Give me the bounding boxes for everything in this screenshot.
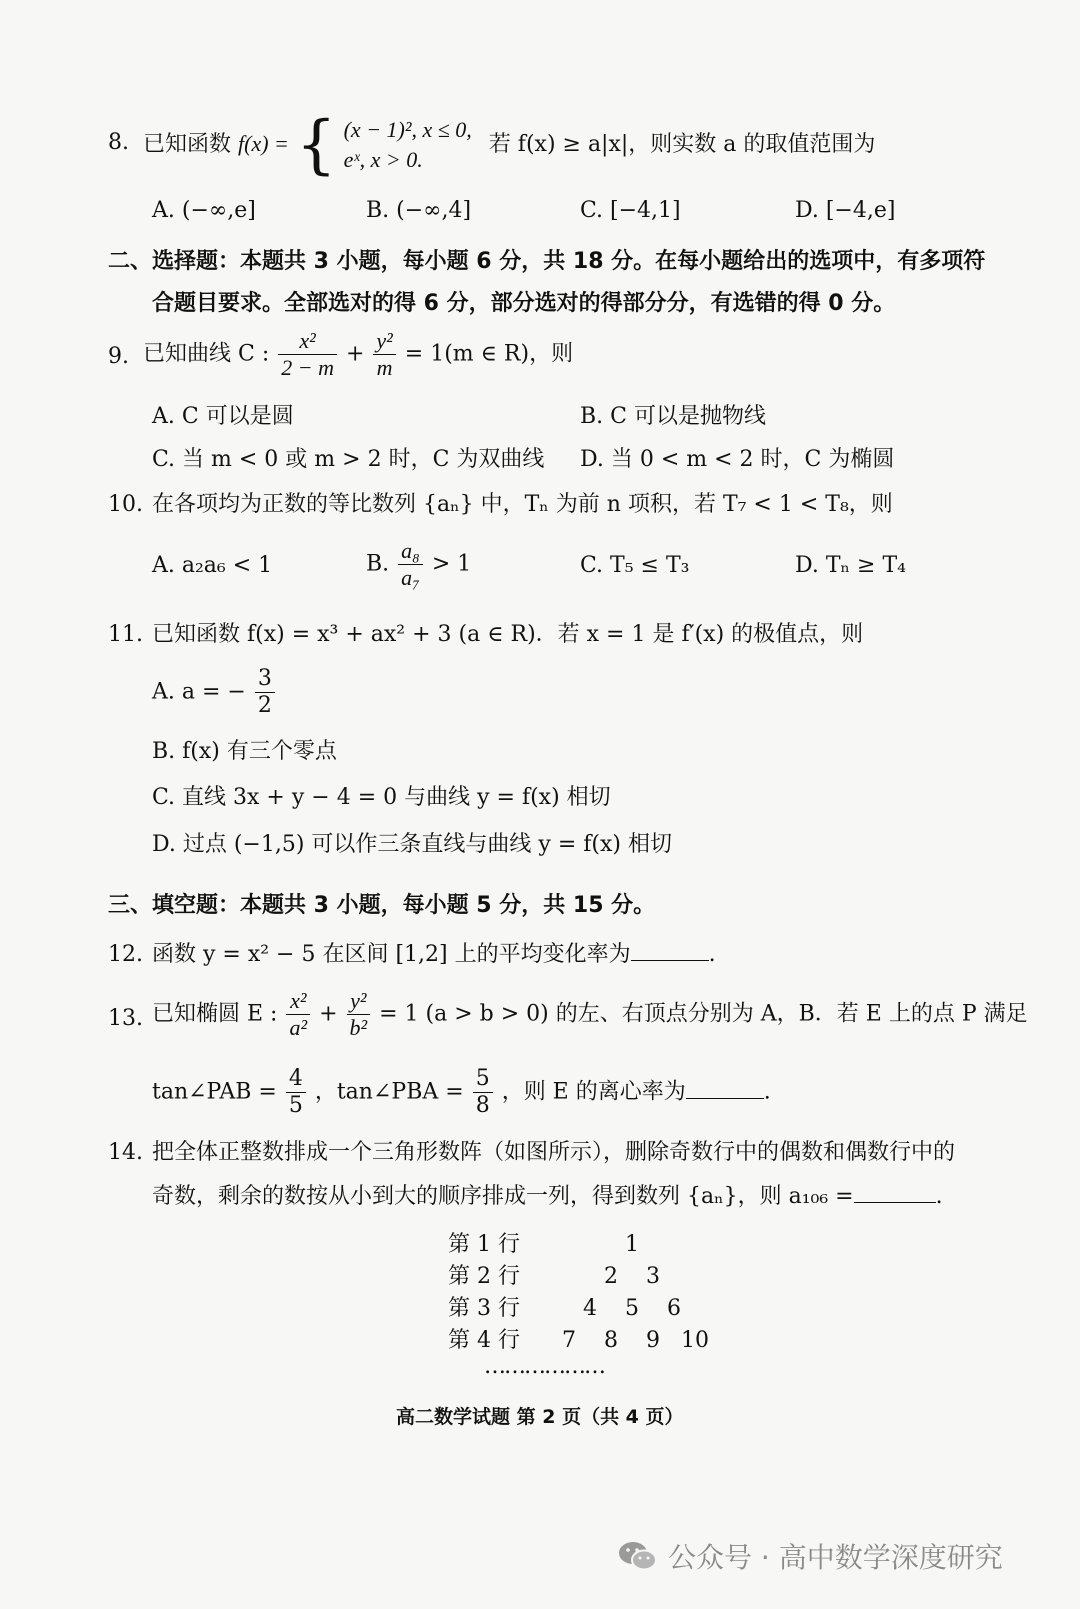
q9-option-d: D. 当 0 < m < 2 时，C 为椭圆 bbox=[580, 447, 895, 472]
q8-option-a: A. (−∞,e] bbox=[152, 198, 256, 223]
q8-option-d: D. [−4,e] bbox=[795, 198, 896, 223]
q8-stem-a: 已知函数 bbox=[143, 132, 232, 157]
q9-f2-num: y² bbox=[373, 330, 395, 355]
row-number: 1 bbox=[624, 1232, 639, 1257]
q9-f1-den: 2 − m bbox=[281, 355, 334, 380]
q14-line2-text: 奇数，剩余的数按从小到大的顺序排成一列，得到数列 {aₙ}，则 a₁₀₆ = bbox=[152, 1184, 854, 1209]
q12-stem-text: 函数 y = x² − 5 在区间 [1,2] 上的平均变化率为 bbox=[152, 942, 631, 967]
q13-tan2: ，tan∠PBA = bbox=[314, 1079, 464, 1105]
q9-option-c: C. 当 m < 0 或 m > 2 时，C 为双曲线 bbox=[152, 447, 545, 472]
q10-option-b-tail: > 1 bbox=[431, 551, 472, 577]
q13-f2-num: y² bbox=[347, 990, 371, 1015]
q13-tan1-fraction bbox=[286, 1068, 306, 1117]
page-footer: 高二数学试题 第 2 页（共 4 页） bbox=[396, 1406, 684, 1428]
q8-brace: { bbox=[295, 108, 337, 182]
row-number: 4 bbox=[582, 1296, 597, 1321]
q8-cases bbox=[344, 115, 472, 175]
q9-fraction-1 bbox=[278, 330, 337, 379]
q10-b-den: a₇ bbox=[401, 565, 420, 590]
q9-option-a: A. C 可以是圆 bbox=[152, 404, 294, 429]
q13-t2-den: 8 bbox=[475, 1093, 490, 1118]
q10-b-num: a₈ bbox=[398, 540, 423, 565]
q10-option-c: C. T₅ ≤ T₃ bbox=[580, 553, 690, 578]
q11-num: 11. bbox=[108, 622, 143, 647]
q13-stem-a: 已知椭圆 E : bbox=[152, 1001, 278, 1027]
q10-option-b bbox=[366, 540, 471, 589]
q13-fraction-1 bbox=[286, 990, 310, 1039]
q9-stem-a: 已知曲线 C : bbox=[143, 341, 270, 367]
q11-option-b: B. f(x) 有三个零点 bbox=[152, 739, 337, 764]
q8-fx: f(x) = bbox=[238, 131, 289, 156]
q8-stem-b: 若 f(x) ≥ a|x|，则实数 a 的取值范围为 bbox=[488, 132, 876, 157]
q13-stem bbox=[152, 990, 1028, 1039]
section3-heading: 三、填空题：本题共 3 小题，每小题 5 分，共 15 分。 bbox=[108, 893, 656, 918]
q8-case2: eˣ, x > 0. bbox=[343, 147, 423, 172]
q13-tan1: tan∠PAB = bbox=[152, 1079, 277, 1105]
wechat-icon bbox=[618, 1539, 658, 1573]
q13-t2-num: 5 bbox=[473, 1068, 493, 1093]
section2-heading-line1: 二、选择题：本题共 3 小题，每小题 6 分，共 18 分。在每小题给出的选项中，有多项符 bbox=[108, 249, 986, 274]
q13-tail: ，则 E 的离心率为 bbox=[501, 1079, 686, 1105]
q12-answer-blank bbox=[631, 942, 709, 961]
q13-f2-den: b² bbox=[349, 1015, 368, 1040]
q13-end: . bbox=[763, 1079, 771, 1105]
q12-end: . bbox=[708, 942, 716, 967]
row-number: 6 bbox=[666, 1296, 681, 1321]
section2-heading-line2: 合题目要求。全部选对的得 6 分，部分选对的得部分分，有选错的得 0 分。 bbox=[152, 291, 896, 316]
watermark bbox=[618, 1536, 1003, 1576]
triangle-row-1 bbox=[448, 1230, 653, 1260]
q10-stem: 在各项均为正数的等比数列 {aₙ} 中，Tₙ 为前 n 项积，若 T₇ < 1 < T₈，则 bbox=[152, 492, 893, 517]
row-number: 9 bbox=[645, 1328, 660, 1353]
q11-option-a bbox=[152, 668, 277, 717]
q11-stem: 已知函数 f(x) = x³ + ax² + 3 (a ∈ R)．若 x = 1 是 f′(x) 的极值点，则 bbox=[152, 622, 864, 647]
q13-f1-num: x² bbox=[286, 990, 310, 1015]
q9-stem bbox=[143, 330, 573, 379]
triangle-row-2 bbox=[448, 1262, 674, 1292]
q14-num: 14. bbox=[108, 1140, 143, 1165]
q9-f1-num: x² bbox=[278, 330, 337, 355]
q8-case1: (x − 1)², x ≤ 0, bbox=[343, 117, 472, 142]
q13-f1-den: a² bbox=[289, 1015, 308, 1040]
q13-stem-b: = 1 (a > b > 0) 的左、右顶点分别为 A，B．若 E 上的点 P 满足 bbox=[379, 1001, 1028, 1027]
q8-num: 8. bbox=[108, 130, 129, 155]
q13-line2 bbox=[152, 1068, 771, 1117]
q13-tan2-fraction bbox=[473, 1068, 493, 1117]
q8-option-b: B. (−∞,4] bbox=[366, 198, 472, 223]
q10-option-b-label: B. bbox=[366, 551, 390, 577]
row-number: 3 bbox=[645, 1264, 660, 1289]
q13-answer-blank bbox=[686, 1080, 764, 1099]
q8-option-c: C. [−4,1] bbox=[580, 198, 681, 223]
q13-fraction-2 bbox=[347, 990, 371, 1039]
q13-plus: + bbox=[319, 1001, 338, 1027]
row-label: 第 4 行 bbox=[448, 1328, 520, 1353]
q9-stem-b: = 1(m ∈ R)，则 bbox=[404, 341, 574, 367]
q13-num: 13. bbox=[108, 1006, 143, 1031]
triangle-continuation-dots: ……………… bbox=[484, 1354, 604, 1379]
q14-answer-blank bbox=[854, 1184, 936, 1203]
q10-option-d: D. Tₙ ≥ T₄ bbox=[795, 553, 906, 578]
q14-end: . bbox=[935, 1184, 943, 1209]
q11-option-d: D. 过点 (−1,5) 可以作三条直线与曲线 y = f(x) 相切 bbox=[152, 832, 672, 857]
q10-option-b-fraction bbox=[398, 540, 423, 589]
q12-num: 12. bbox=[108, 942, 143, 967]
row-number: 5 bbox=[624, 1296, 639, 1321]
q11-a-den: 2 bbox=[257, 693, 272, 718]
row-label: 第 1 行 bbox=[448, 1232, 520, 1257]
q10-option-a: A. a₂a₆ < 1 bbox=[152, 553, 273, 578]
q9-f2-den: m bbox=[376, 355, 393, 380]
q13-t1-den: 5 bbox=[288, 1093, 303, 1118]
row-label: 第 3 行 bbox=[448, 1296, 520, 1321]
row-number: 7 bbox=[561, 1328, 576, 1353]
row-number: 2 bbox=[603, 1264, 618, 1289]
q11-option-a-fraction bbox=[255, 668, 275, 717]
q9-fraction-2 bbox=[373, 330, 395, 379]
q14-line2 bbox=[152, 1182, 943, 1212]
q9-plus: + bbox=[345, 341, 365, 367]
triangle-row-3 bbox=[448, 1294, 695, 1324]
row-number: 8 bbox=[603, 1328, 618, 1353]
q8-stem bbox=[143, 108, 876, 182]
q11-option-c: C. 直线 3x + y − 4 = 0 与曲线 y = f(x) 相切 bbox=[152, 785, 611, 810]
q13-t1-num: 4 bbox=[286, 1068, 306, 1093]
watermark-text: 公众号 · 高中数学深度研究 bbox=[668, 1541, 1003, 1574]
q10-num: 10. bbox=[108, 492, 143, 517]
row-label: 第 2 行 bbox=[448, 1264, 520, 1289]
q11-option-a-label: A. a = − bbox=[152, 679, 246, 705]
q9-num: 9. bbox=[108, 344, 129, 369]
q11-a-num: 3 bbox=[255, 668, 275, 693]
q14-line1: 把全体正整数排成一个三角形数阵（如图所示），删除奇数行中的偶数和偶数行中的 bbox=[152, 1140, 956, 1165]
q12-stem bbox=[152, 940, 716, 970]
row-number: 10 bbox=[680, 1328, 709, 1353]
q9-option-b: B. C 可以是抛物线 bbox=[580, 404, 766, 429]
